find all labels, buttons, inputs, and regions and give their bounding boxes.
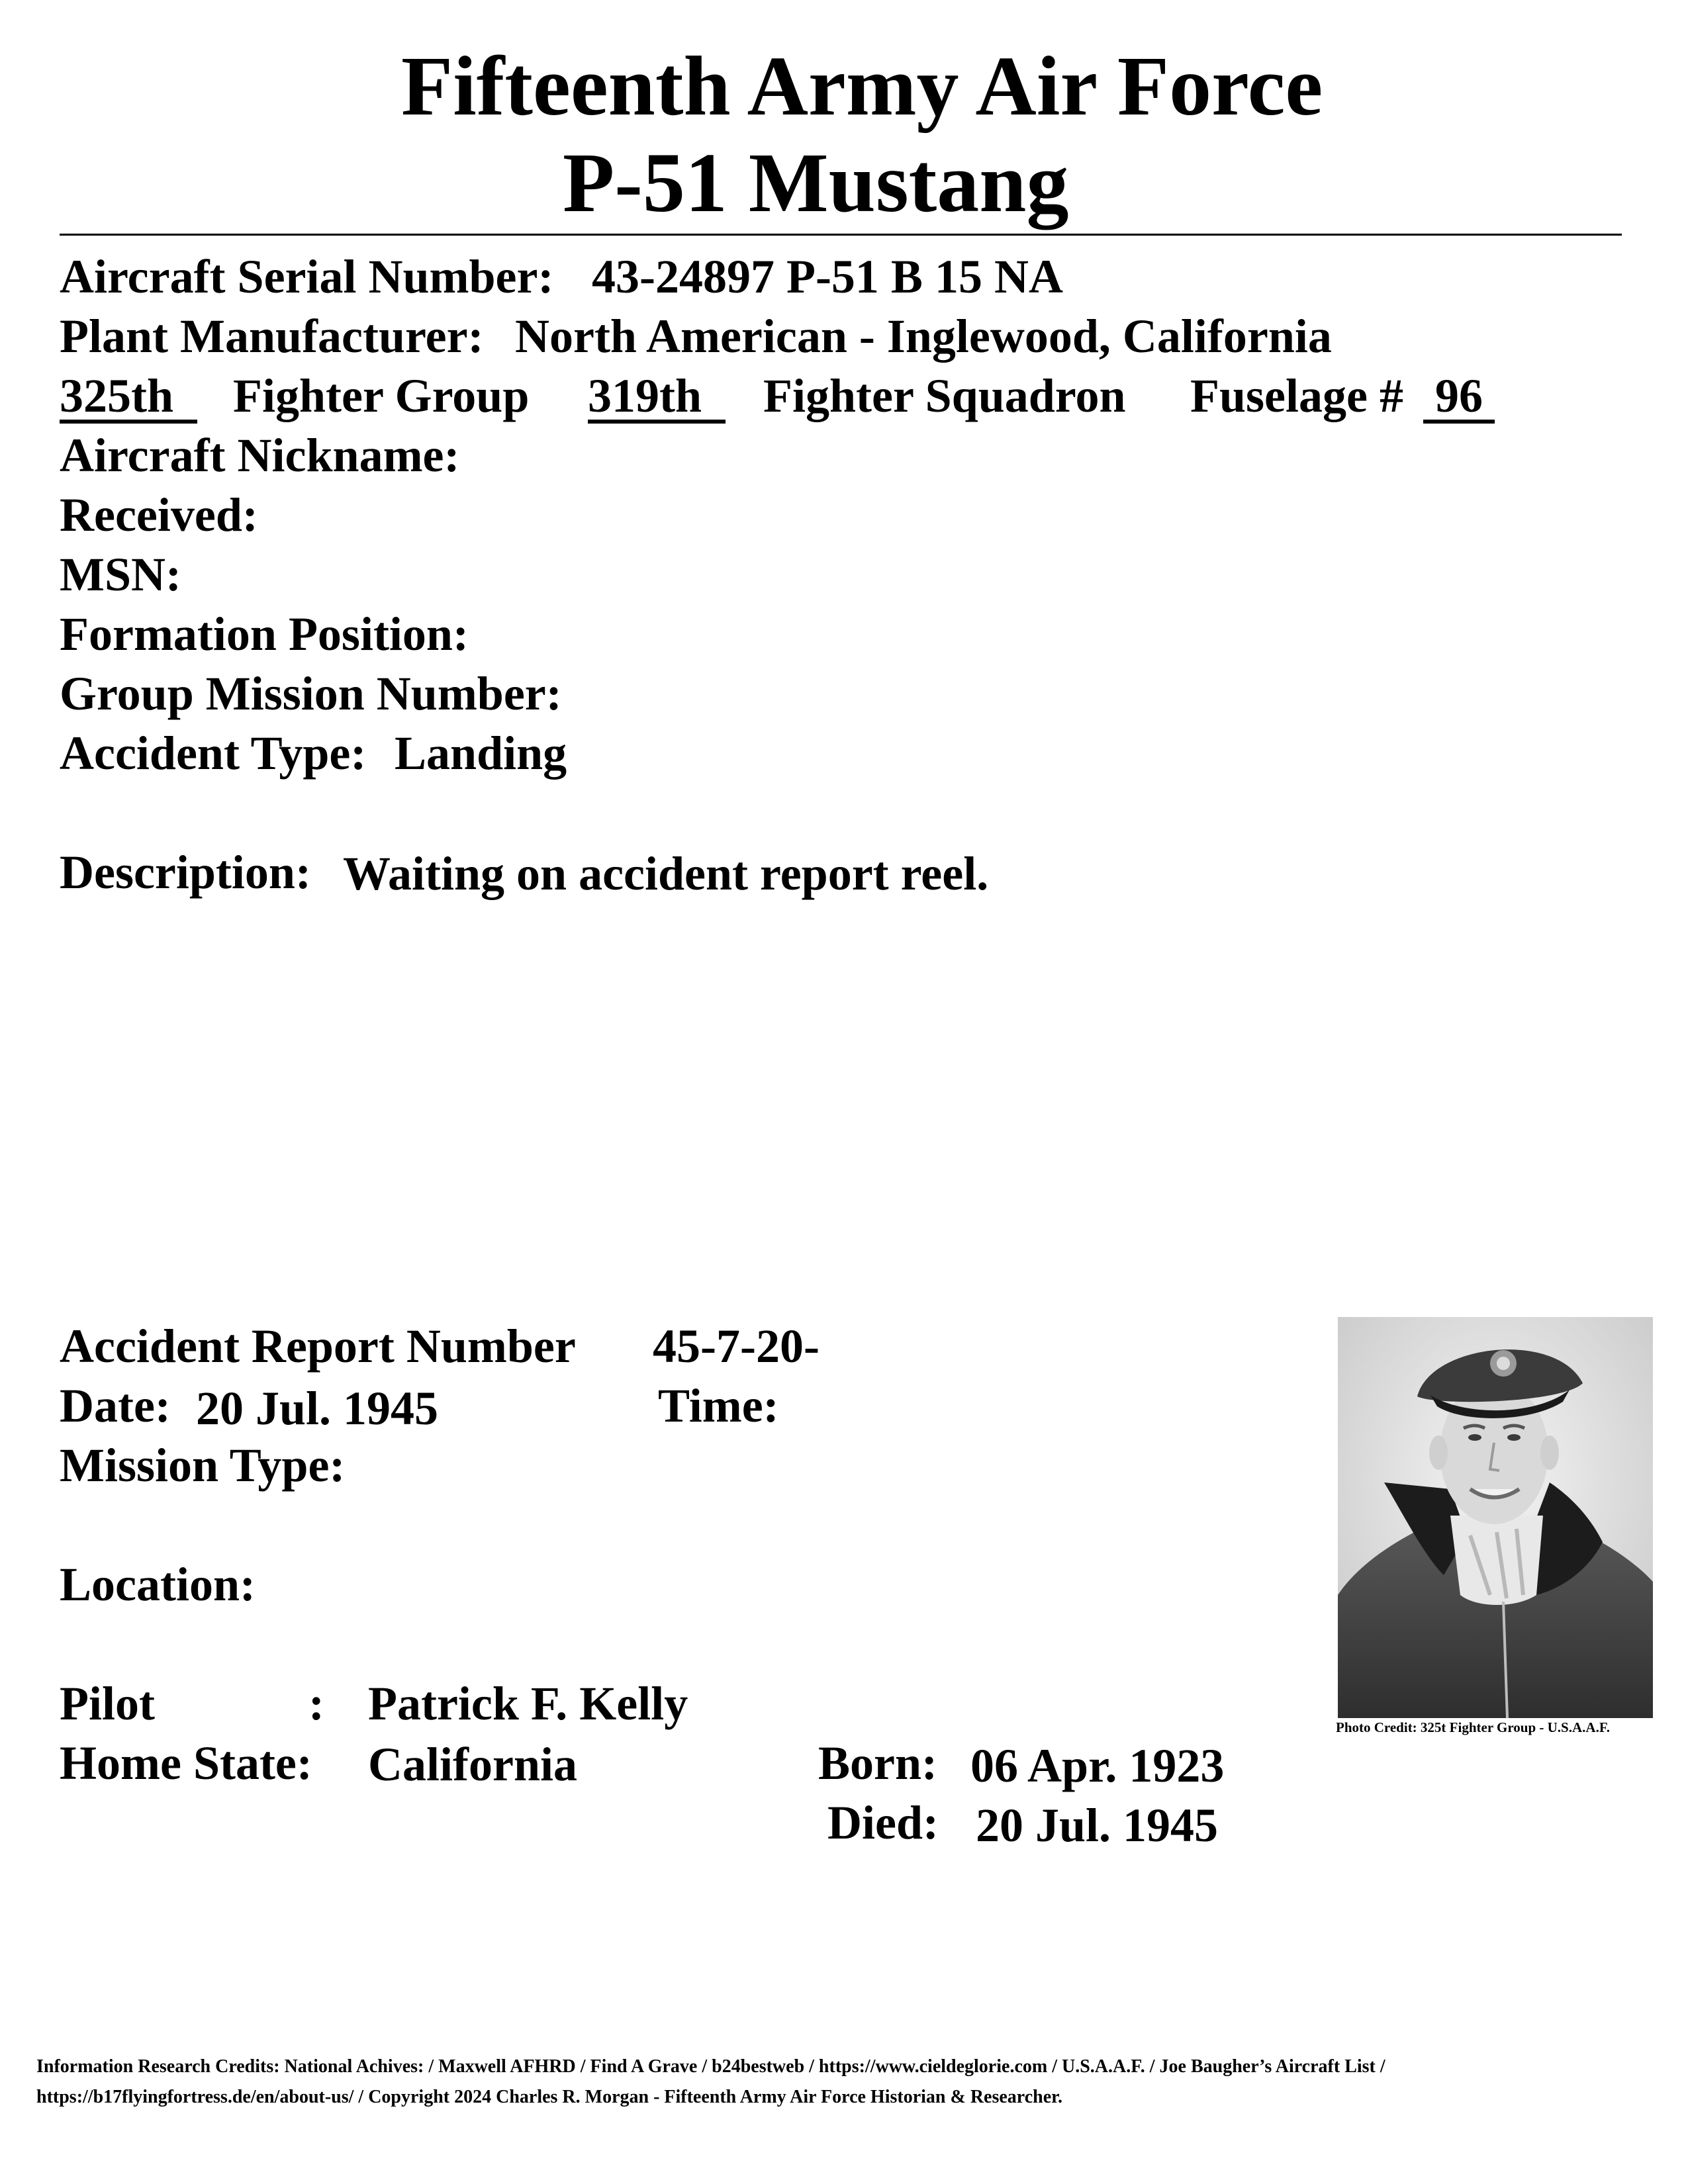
- squadron-label: Fighter Squadron: [763, 369, 1126, 422]
- born-label: Born:: [818, 1737, 937, 1790]
- home-state-value: California: [368, 1738, 577, 1791]
- date-label: Date:: [60, 1379, 171, 1432]
- description-label: Description:: [60, 846, 311, 899]
- manufacturer-value: North American - Inglewood, California: [515, 310, 1332, 363]
- footer-credits-line2: https://b17flyingfortress.de/en/about-us/ / Copyright 2024 Charles R. Morgan - Fifteenth Army Air Force Historian & Researcher.: [36, 2087, 1062, 2107]
- header-divider: [60, 234, 1622, 236]
- group-value: 325th: [60, 369, 198, 422]
- died-label: Died:: [827, 1796, 939, 1849]
- page-title: Fifteenth Army Air Force: [401, 39, 1323, 133]
- date-value: 20 Jul. 1945: [196, 1382, 439, 1435]
- formation-position-label: Formation Position:: [60, 608, 469, 660]
- page-subtitle: P-51 Mustang: [563, 136, 1069, 230]
- description-value: Waiting on accident report reel.: [343, 847, 989, 900]
- report-number-label: Accident Report Number: [60, 1320, 576, 1373]
- photo-credit: Photo Credit: 325t Fighter Group - U.S.A.A.F.: [1336, 1719, 1610, 1735]
- group-mission-number-label: Group Mission Number:: [60, 667, 562, 720]
- pilot-colon: :: [308, 1677, 324, 1730]
- mission-type-label: Mission Type:: [60, 1439, 346, 1492]
- msn-label: MSN:: [60, 548, 181, 601]
- squadron-value: 319th: [588, 369, 726, 422]
- accident-type-label: Accident Type:: [60, 727, 367, 780]
- location-label: Location:: [60, 1558, 256, 1611]
- home-state-label: Home State:: [60, 1737, 312, 1790]
- pilot-name: Patrick F. Kelly: [368, 1677, 688, 1730]
- report-number-value: 45-7-20-: [653, 1320, 820, 1373]
- serial-value: 43-24897 P-51 B 15 NA: [592, 250, 1063, 303]
- died-value: 20 Jul. 1945: [976, 1799, 1219, 1852]
- fuselage-label: Fuselage #: [1190, 369, 1403, 422]
- pilot-portrait-image: [1338, 1317, 1653, 1718]
- fuselage-value: 96: [1423, 369, 1495, 422]
- pilot-label: Pilot: [60, 1677, 155, 1730]
- received-label: Received:: [60, 488, 258, 541]
- born-value: 06 Apr. 1923: [970, 1739, 1225, 1792]
- manufacturer-label: Plant Manufacturer:: [60, 310, 484, 363]
- footer-credits-line1: Information Research Credits: National Achives: / Maxwell AFHRD / Find A Grave / b24bestweb / https://www.cieldeglorie.com / U.S.A.A.F. / Joe Baugher’s Aircraft List /: [36, 2056, 1385, 2077]
- group-label: Fighter Group: [233, 369, 530, 422]
- time-label: Time:: [658, 1379, 779, 1432]
- nickname-label: Aircraft Nickname:: [60, 429, 460, 482]
- serial-label: Aircraft Serial Number:: [60, 250, 554, 303]
- pilot-photo: [1338, 1317, 1653, 1718]
- accident-type-value: Landing: [395, 727, 567, 780]
